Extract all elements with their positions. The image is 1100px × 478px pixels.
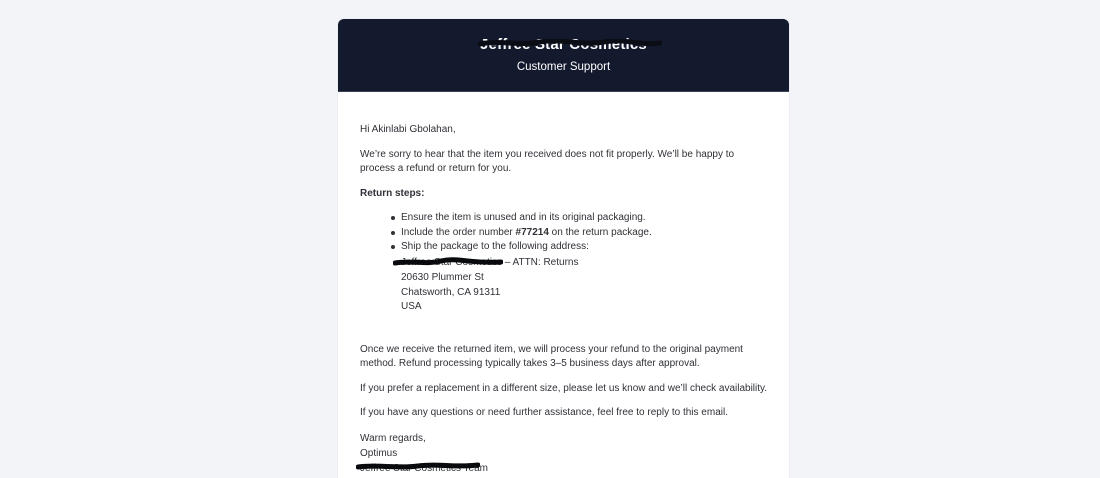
return-step-text: Ship the package to the following address:	[401, 241, 589, 253]
brand-name: Jeffree Star Cosmetics	[480, 36, 647, 53]
address-recipient-line	[401, 256, 701, 271]
refund-paragraph: Once we receive the returned item, we will process your refund to the original payment method. Refund processing typically takes 3–5 business days after approval.	[360, 344, 743, 369]
address-street: 20630 Plummer St	[401, 271, 484, 283]
return-step-text: Ensure the item is unused and in its original packaging.	[401, 212, 646, 223]
questions-paragraph: If you have any questions or need further assistance, feel free to reply to this email.	[360, 407, 728, 418]
email-greeting: Hi Akinlabi Gbolahan,	[360, 124, 456, 135]
return-step-item	[360, 211, 770, 226]
address-recipient: Jeffree Star Cosmetics	[401, 257, 502, 268]
order-number: #77214	[515, 226, 549, 238]
return-step-item	[360, 240, 770, 255]
return-address	[401, 256, 701, 315]
team-name: Jeffree Star Cosmetics Team	[360, 462, 489, 474]
return-step-item	[360, 226, 770, 241]
brand-redaction-scribble	[478, 39, 662, 47]
sender-name: Optimus	[360, 447, 398, 459]
signoff: Warm regards,	[360, 433, 426, 444]
replacement-paragraph: If you prefer a replacement in a different size, please let us know and we’ll check availability.	[360, 383, 768, 394]
return-steps-heading: Return steps:	[360, 188, 425, 199]
return-step-text: Include the order number	[401, 226, 516, 238]
address-city-state-zip: Chatsworth, CA 91311	[401, 286, 501, 298]
intro-paragraph: We’re sorry to hear that the item you received does not fit properly. We’ll be happy to process a refund or return for you.	[360, 149, 735, 174]
email-message-card	[338, 19, 789, 478]
email-signature	[360, 432, 770, 476]
address-redaction-scribble	[393, 257, 503, 266]
address-attn: – ATTN: Returns	[501, 257, 579, 268]
email-header	[338, 19, 789, 92]
signature-redaction-scribble	[356, 461, 480, 471]
address-country: USA	[401, 301, 422, 313]
header-subtitle: Customer Support	[516, 61, 611, 73]
return-steps-list	[360, 211, 770, 255]
return-step-text: on the return package.	[548, 226, 652, 238]
